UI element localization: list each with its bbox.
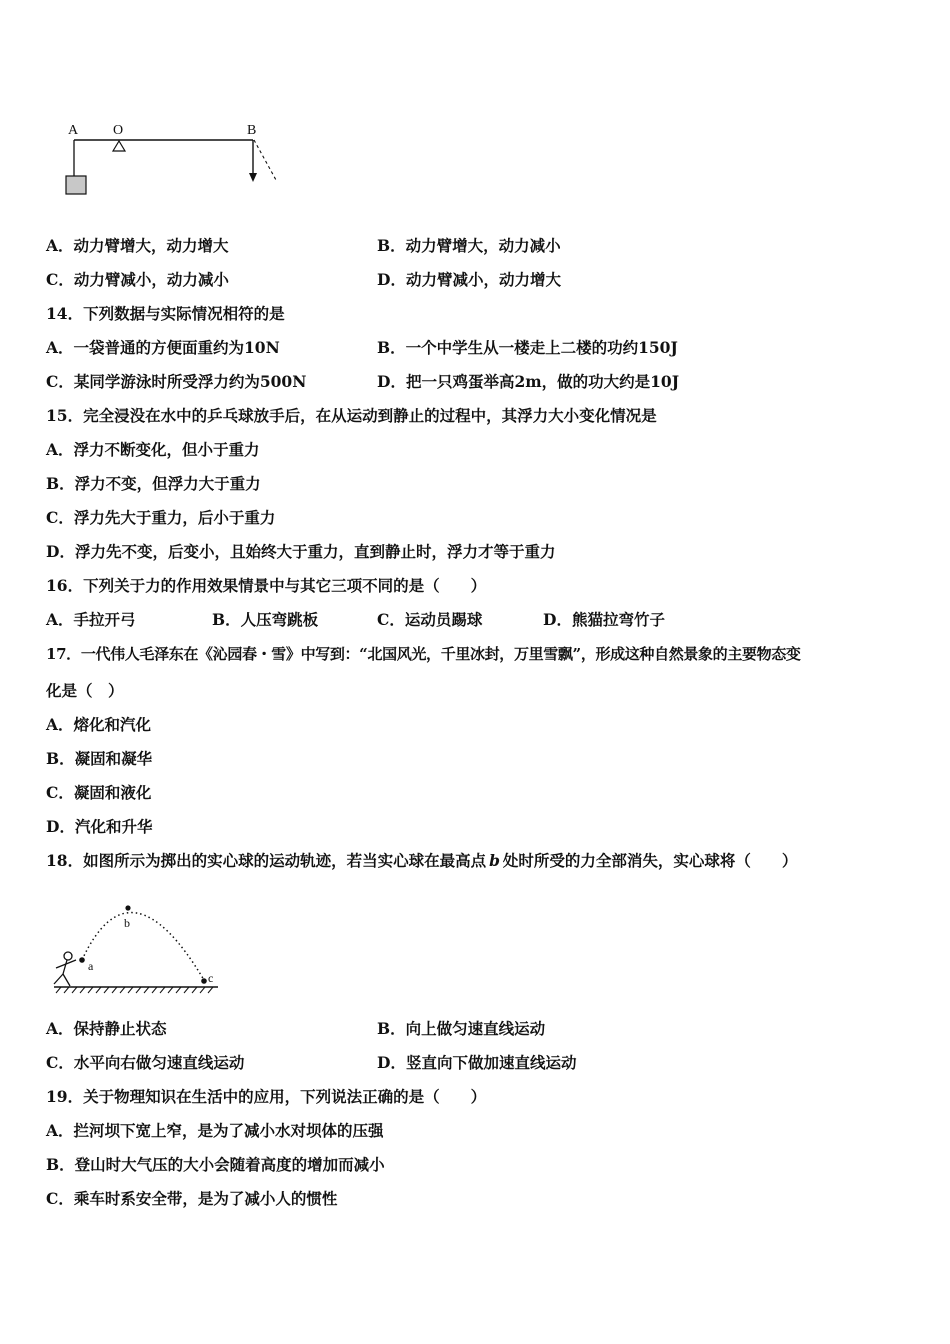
trajectory-figure: [48, 898, 223, 998]
q13-option-c: C．动力臂减小，动力减小: [46, 270, 229, 289]
thrower-stick-figure: [54, 952, 76, 986]
q19-option-b: B．登山时大气压的大小会随着高度的增加而减小: [46, 1155, 385, 1174]
trajectory-label-c: c: [208, 971, 214, 985]
q13-option-a: A．动力臂增大，动力增大: [46, 236, 229, 255]
ball-point-c: [201, 978, 207, 984]
trajectory-label-b: b: [124, 916, 130, 930]
q18-option-d: D．竖直向下做加速直线运动: [377, 1053, 577, 1072]
q18-stem-before: 18．如图所示为掷出的实心球的运动轨迹，若当实心球在最高点: [46, 851, 487, 870]
q18-stem-italic-b: b: [489, 851, 500, 870]
rotated-force-dashed-line: [254, 140, 276, 180]
q14-option-c: C．某同学游泳时所受浮力约为500N: [46, 372, 307, 391]
ball-point-a: [79, 957, 85, 963]
hanging-weight-block: [66, 176, 86, 194]
q14-option-a: A．一袋普通的方便面重约为10N: [46, 338, 280, 357]
q14-option-b: B．一个中学生从一楼走上二楼的功约150J: [377, 338, 678, 357]
lever-label-b: B: [247, 123, 257, 138]
q19-option-c: C．乘车时系安全带，是为了减小人的惯性: [46, 1189, 338, 1208]
ground-hatching: [56, 987, 213, 993]
q18-stem-after: 处时所受的力全部消失，实心球将（ ）: [502, 851, 798, 870]
q15-option-d: D．浮力先不变，后变小，且始终大于重力，直到静止时，浮力才等于重力: [46, 542, 556, 561]
q16-option-c: C．运动员踢球: [377, 610, 483, 629]
ball-point-b: [125, 905, 130, 910]
q19-option-a: A．拦河坝下宽上窄，是为了减小水对坝体的压强: [46, 1121, 384, 1140]
trajectory-label-a: a: [88, 959, 94, 973]
q19-stem: 19．关于物理知识在生活中的应用，下列说法正确的是（ ）: [46, 1087, 487, 1106]
force-arrow-head: [249, 173, 257, 182]
q13-option-d: D．动力臂减小，动力增大: [377, 270, 561, 289]
q16-stem: 16．下列关于力的作用效果情景中与其它三项不同的是（ ）: [46, 576, 487, 595]
q17-stem-line2: 化是（ ）: [46, 681, 124, 700]
q18-option-b: B．向上做匀速直线运动: [377, 1019, 546, 1038]
q15-option-a: A．浮力不断变化，但小于重力: [46, 440, 260, 459]
lever-label-o: O: [113, 123, 124, 138]
q16-option-a: A．手拉开弓: [46, 610, 136, 629]
q15-option-b: B．浮力不变，但浮力大于重力: [46, 474, 261, 493]
trajectory-dotted-path: [82, 913, 204, 980]
q14-stem: 14．下列数据与实际情况相符的是: [46, 304, 285, 323]
q17-option-c: C．凝固和液化: [46, 783, 152, 802]
q17-option-d: D．汽化和升华: [46, 817, 153, 836]
q16-option-b: B．人压弯跳板: [212, 610, 319, 629]
lever-figure: [60, 118, 285, 200]
fulcrum-triangle: [113, 141, 125, 151]
q16-option-d: D．熊猫拉弯竹子: [543, 610, 665, 629]
q18-stem: [46, 851, 797, 871]
q14-option-d: D．把一只鸡蛋举高2m，做的功大约是10J: [377, 372, 680, 391]
q15-option-c: C．浮力先大于重力，后小于重力: [46, 508, 276, 527]
lever-label-a: A: [68, 123, 79, 138]
q13-option-b: B．动力臂增大，动力减小: [377, 236, 561, 255]
q17-option-b: B．凝固和凝华: [46, 749, 153, 768]
q15-stem: 15．完全浸没在水中的乒乓球放手后，在从运动到静止的过程中，其浮力大小变化情况是: [46, 406, 657, 425]
q18-option-c: C．水平向右做匀速直线运动: [46, 1053, 245, 1072]
q17-stem-line1: 17．一代伟人毛泽东在《沁园春・雪》中写到：“北国风光，千里冰封，万里雪飘”，形成这种自然景象的主要物态变: [46, 645, 801, 663]
q17-option-a: A．熔化和汽化: [46, 715, 152, 734]
q18-option-a: A．保持静止状态: [46, 1019, 167, 1038]
